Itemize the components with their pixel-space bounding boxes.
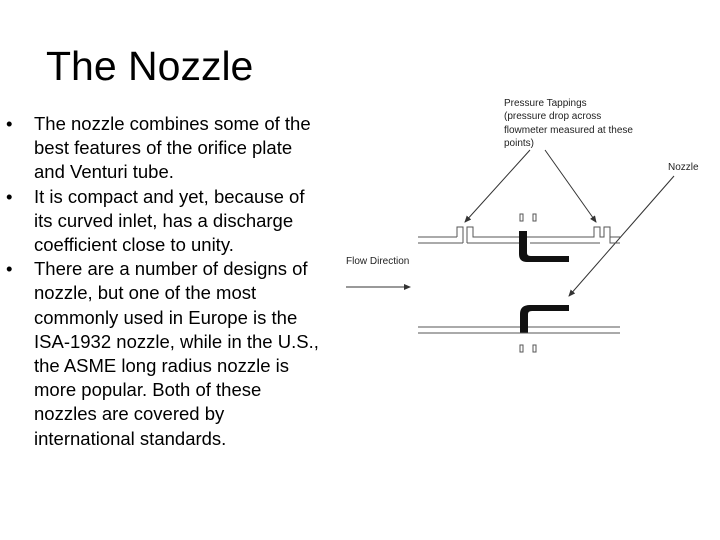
- lower-tapping-stubs: [520, 345, 536, 352]
- bullet-item: [0, 185, 330, 258]
- bullet-text: There are a number of designs of nozzle, but one of the most commonly used in Europe is the ISA-1932 nozzle, while in the U.S., the ASME long radius nozzle is more popular. Both of these nozzles are covered by international standards.: [34, 258, 319, 449]
- lower-nozzle-profile: [520, 305, 569, 333]
- bullet-dot-icon: •: [6, 185, 13, 207]
- pressure-tappings-label-line: points): [504, 138, 535, 149]
- nozzle-label: Nozzle: [668, 162, 699, 173]
- nozzle-arrow: [569, 176, 674, 296]
- flow-direction-label: Flow Direction: [346, 256, 410, 267]
- tapping-arrow-right: [545, 150, 596, 222]
- bullet-item: [0, 112, 330, 185]
- slide-title: The Nozzle: [46, 43, 254, 89]
- nozzle-diagram: [330, 80, 720, 380]
- upper-nozzle-profile: [519, 231, 569, 262]
- upper-tapping-stubs: [520, 214, 536, 221]
- bullet-dot-icon: •: [6, 258, 13, 280]
- lower-pipe-wall: [418, 327, 620, 333]
- pressure-tappings-label-line: flowmeter measured at these: [504, 125, 633, 136]
- pressure-tappings-label-line: Pressure Tappings: [504, 98, 587, 109]
- bullet-list: [0, 112, 330, 451]
- bullet-dot-icon: •: [6, 113, 13, 134]
- pressure-tappings-label-line: (pressure drop across: [504, 111, 602, 122]
- tapping-arrow-left: [465, 150, 530, 222]
- bullet-text: The nozzle combines some of the best features of the orifice plate and Venturi tube.: [34, 113, 311, 183]
- bullet-text: It is compact and yet, because of its curved inlet, has a discharge coefficient close to unity.: [34, 185, 305, 256]
- bullet-item: [0, 257, 330, 451]
